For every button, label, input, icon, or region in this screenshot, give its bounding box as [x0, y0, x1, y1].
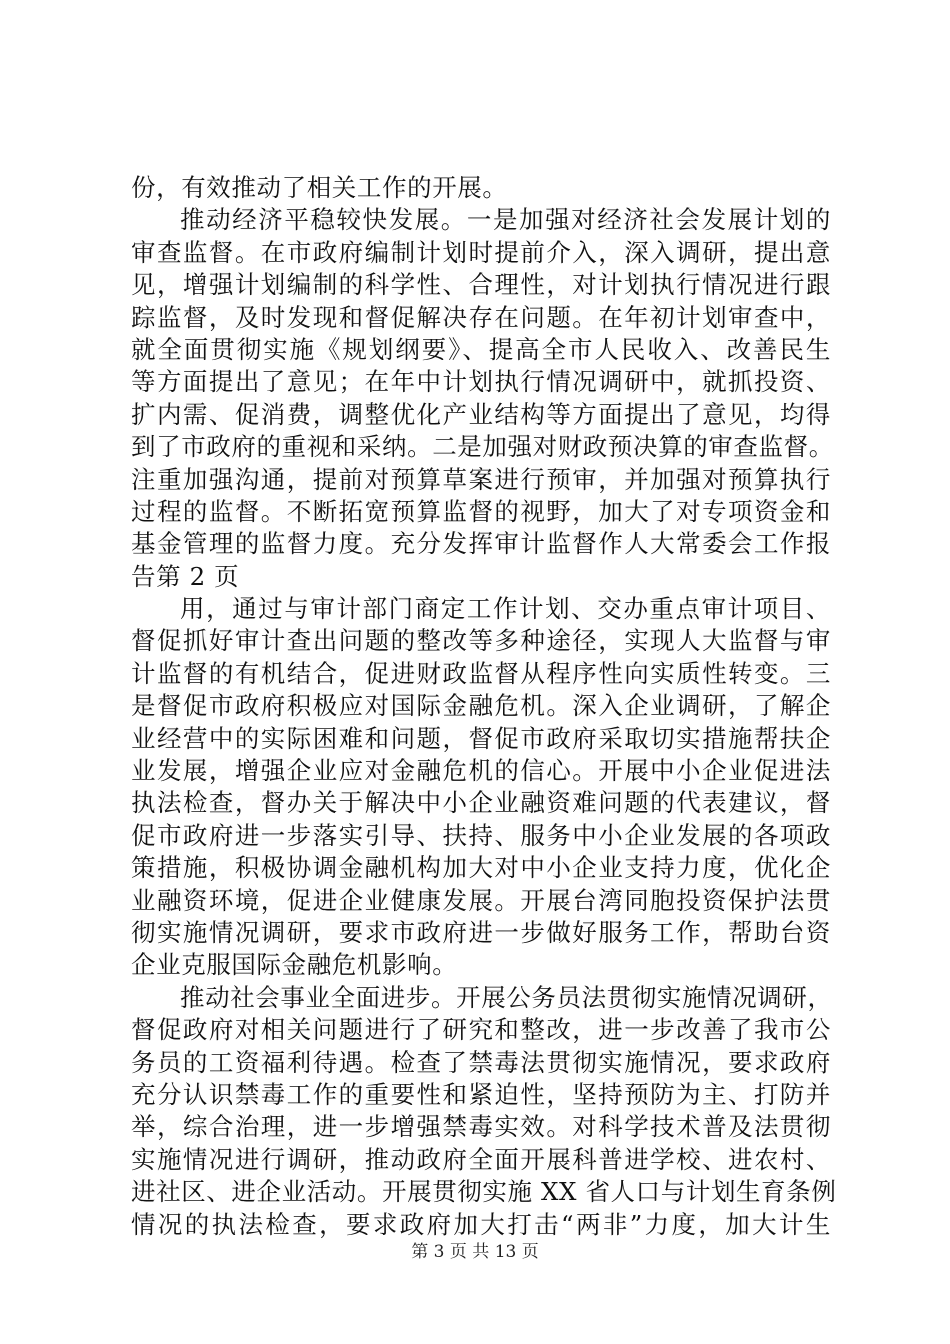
- text-line: 督促政府对相关问题进行了研究和整改，进一步改善了我市公: [131, 1015, 831, 1045]
- text-line: 业发展，增强企业应对金融危机的信心。开展中小企业促进法: [131, 756, 831, 786]
- text-line: 就全面贯彻实施《规划纲要》、提高全市人民收入、改善民生: [131, 334, 831, 364]
- text-line: 务员的工资福利待遇。检查了禁毒法贯彻实施情况，要求政府: [131, 1047, 831, 1077]
- paragraph-start-line: 推动社会事业全面进步。开展公务员法贯彻实施情况调研，: [180, 982, 833, 1012]
- text-line: 过程的监督。不断拓宽预算监督的视野，加大了对专项资金和: [131, 496, 831, 526]
- paragraph-start-line: 用，通过与审计部门商定工作计划、交办重点审计项目、: [180, 594, 831, 624]
- text-line: 到了市政府的重视和采纳。二是加强对财政预决算的审查监督。: [131, 432, 834, 462]
- text-line: 策措施，积极协调金融机构加大对中小企业支持力度，优化企: [131, 853, 831, 883]
- text-line: 注重加强沟通，提前对预算草案进行预审，并加强对预算执行: [131, 464, 831, 494]
- text-line: 是督促市政府积极应对国际金融危机。深入企业调研，了解企: [131, 691, 831, 721]
- text-line: 审查监督。在市政府编制计划时提前介入，深入调研，提出意: [131, 237, 831, 267]
- text-line: 等方面提出了意见；在年中计划执行情况调研中，就抓投资、: [131, 367, 831, 397]
- text-line: 基金管理的监督力度。充分发挥审计监督作人大常委会工作报: [131, 529, 831, 559]
- text-line: 份，有效推动了相关工作的开展。: [131, 173, 508, 202]
- text-line: 见，增强计划编制的科学性、合理性，对计划执行情况进行跟: [131, 270, 831, 300]
- text-line: 扩内需、促消费，调整优化产业结构等方面提出了意见，均得: [131, 399, 831, 429]
- text-line: 促市政府进一步落实引导、扶持、服务中小企业发展的各项政: [131, 820, 831, 850]
- text-line: 计监督的有机结合，促进财政监督从程序性向实质性转变。三: [131, 658, 831, 688]
- page-footer: [0, 1240, 950, 1264]
- text-line: 充分认识禁毒工作的重要性和紧迫性，坚持预防为主、打防并: [131, 1079, 831, 1109]
- text-line: 彻实施情况调研，要求市政府进一步做好服务工作，帮助台资: [131, 917, 831, 947]
- text-line: 告第 2 页: [131, 561, 240, 591]
- text-line: 执法检查，督办关于解决中小企业融资难问题的代表建议，督: [131, 788, 831, 818]
- text-line: 业经营中的实际困难和问题，督促市政府采取切实措施帮扶企: [131, 723, 831, 753]
- text-line: 实施情况进行调研，推动政府全面开展科普进学校、进农村、: [131, 1144, 831, 1174]
- text-line: 踪监督，及时发现和督促解决存在问题。在年初计划审查中，: [131, 302, 831, 332]
- text-line: 举，综合治理，进一步增强禁毒实效。对科学技术普及法贯彻: [131, 1112, 831, 1142]
- text-line: 情况的执法检查，要求政府加大打击“两非”力度，加大计生: [131, 1209, 831, 1239]
- text-line: 业融资环境，促进企业健康发展。开展台湾同胞投资保护法贯: [131, 885, 831, 915]
- page-number-label: 第 3 页 共 13 页: [411, 1242, 539, 1262]
- paragraph-start-line: 推动经济平稳较快发展。一是加强对经济社会发展计划的: [180, 205, 831, 235]
- text-line: 督促抓好审计查出问题的整改等多种途径，实现人大监督与审: [131, 626, 831, 656]
- text-line: 进社区、进企业活动。开展贯彻实施 XX 省人口与计划生育条例: [131, 1177, 837, 1207]
- body-text: [131, 172, 837, 1241]
- text-line: 企业克服国际金融危机影响。: [131, 950, 458, 980]
